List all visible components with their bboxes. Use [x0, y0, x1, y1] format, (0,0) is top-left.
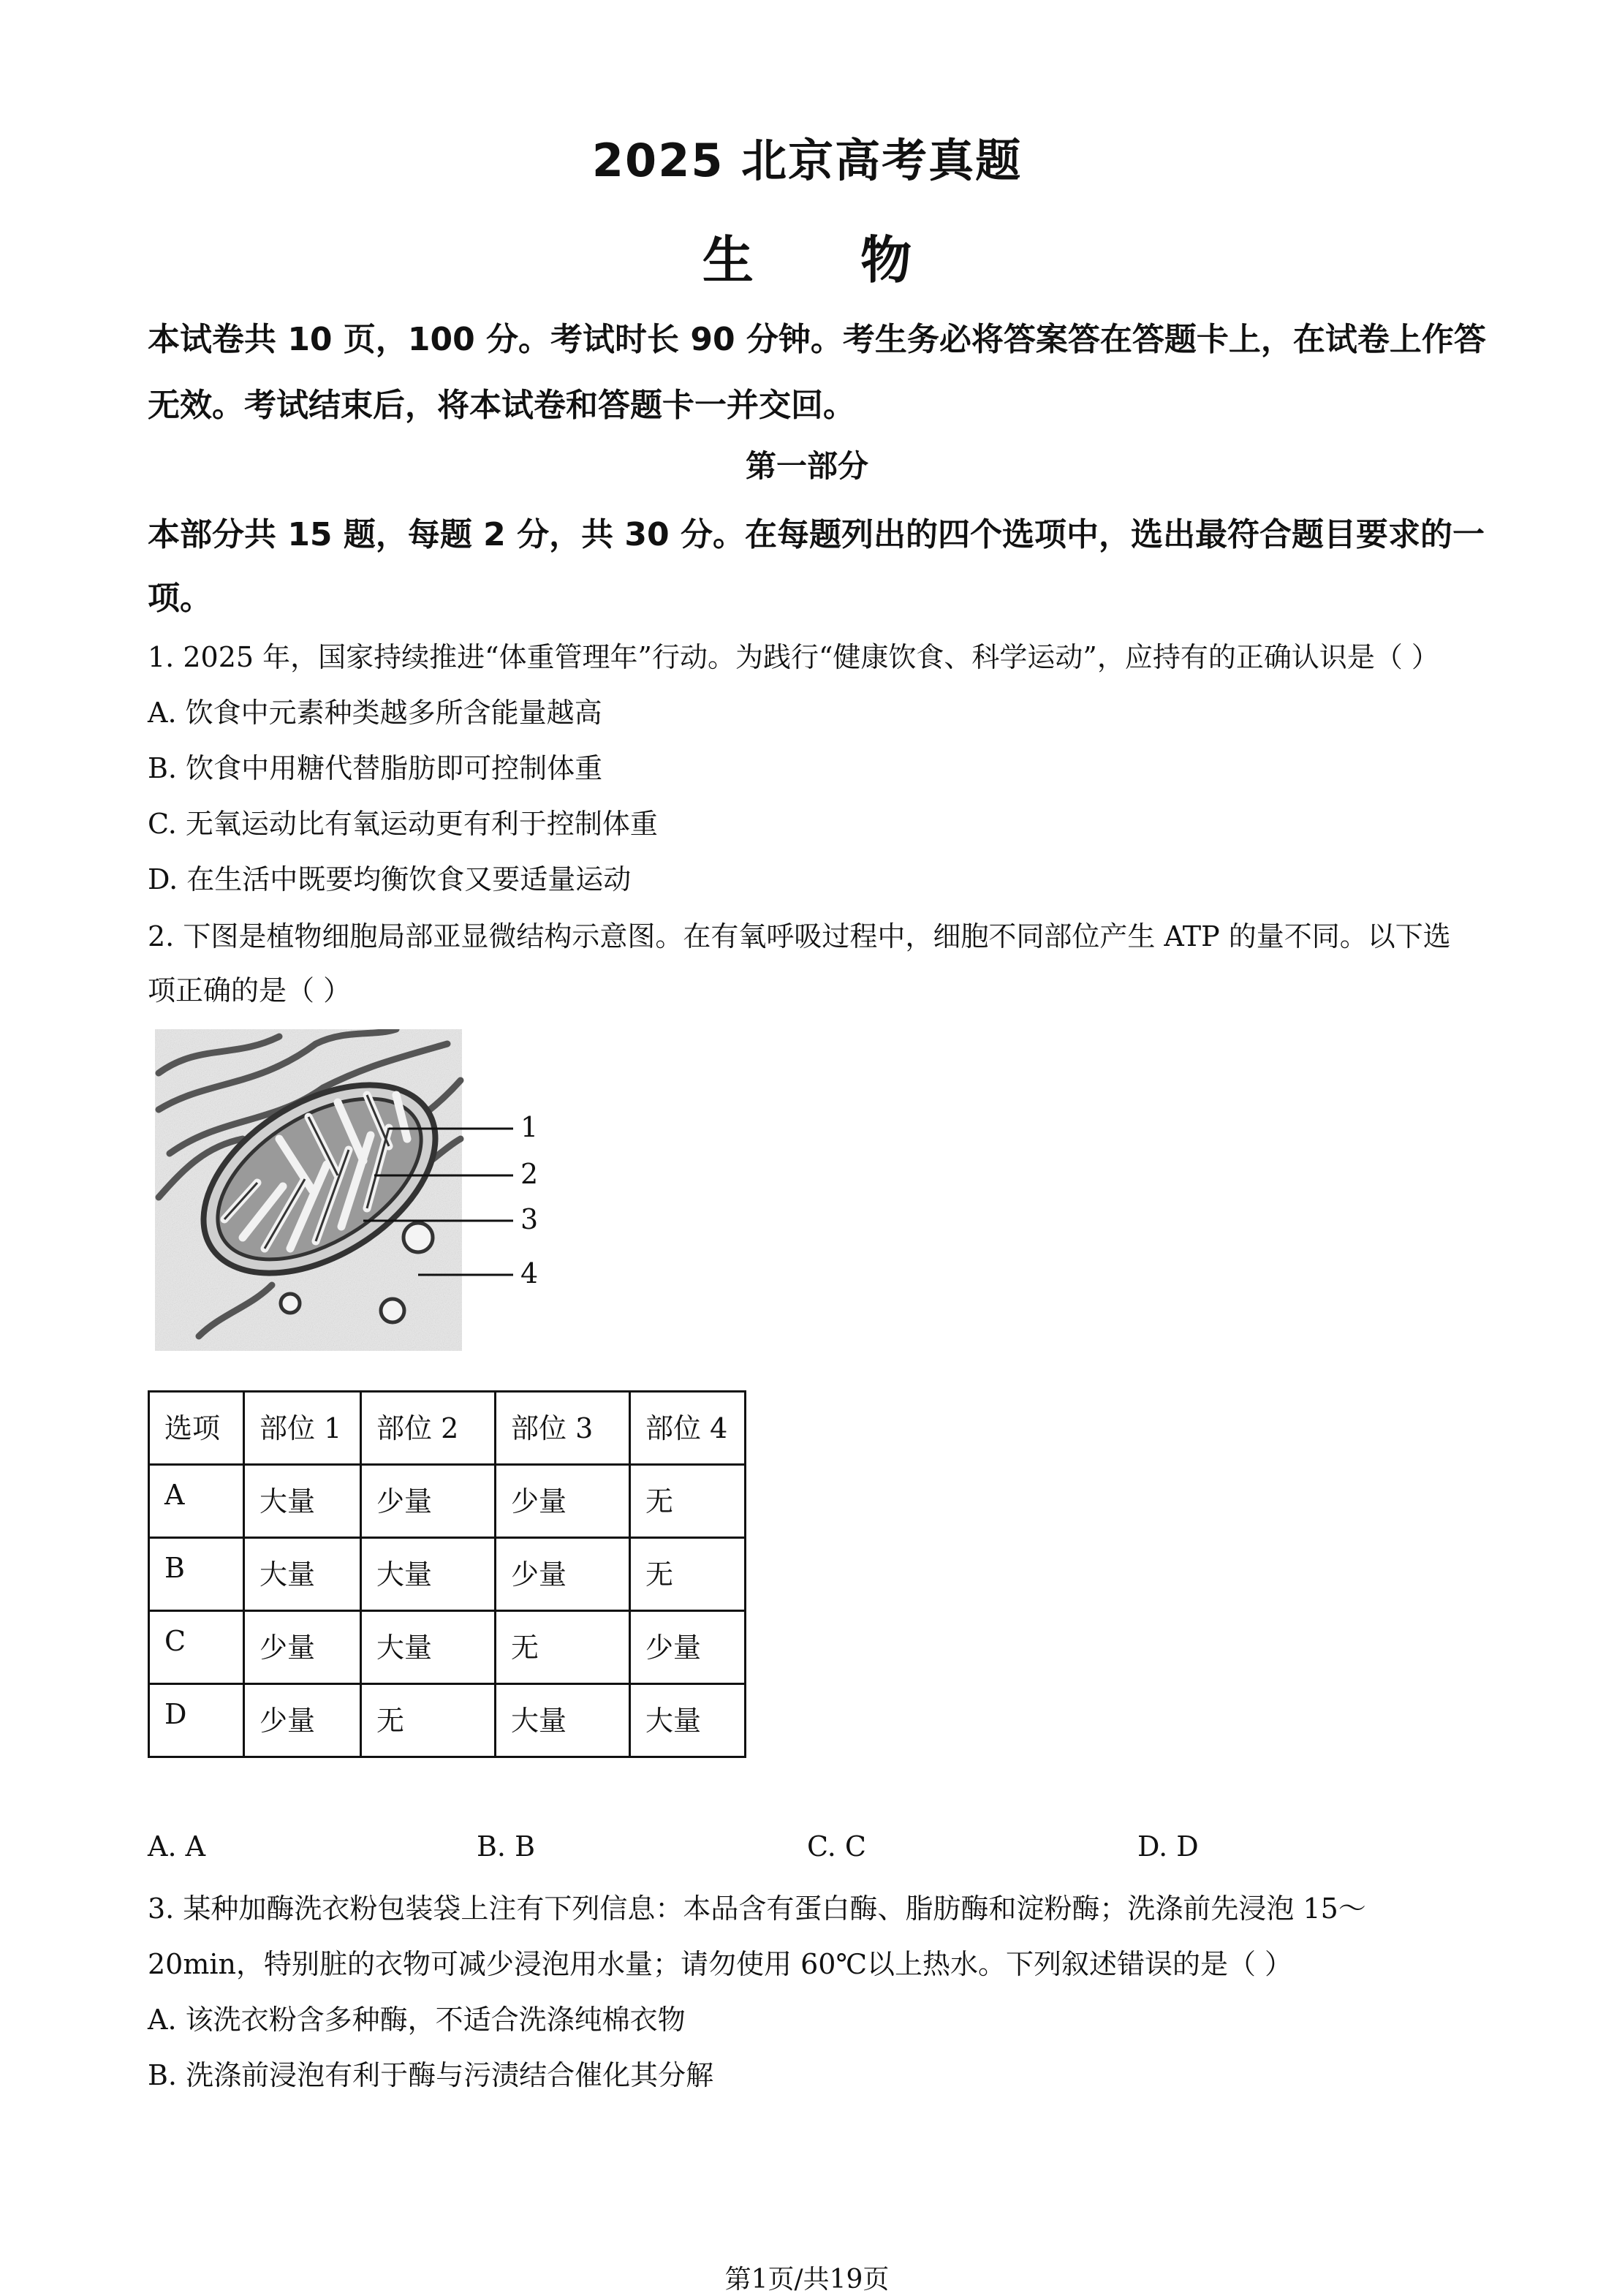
table-header-cell: 部位 2 [361, 1392, 496, 1465]
q2-choice-d: D. D [1137, 1830, 1199, 1863]
q1-option-a: A. 饮食中元素种类越多所含能量越高 [148, 697, 602, 729]
table-cell: 大量 [361, 1611, 496, 1684]
table-cell: C [149, 1611, 244, 1684]
table-row [149, 1611, 746, 1684]
table-header-cell: 部位 3 [496, 1392, 630, 1465]
figure-label-1: 1 [520, 1111, 539, 1143]
table-header-cell: 部位 1 [244, 1392, 361, 1465]
leader-line-ends [469, 1029, 528, 1358]
table-cell: 少量 [361, 1465, 496, 1538]
table-cell: D [149, 1684, 244, 1757]
q2-choice-b: B. B [477, 1830, 536, 1863]
table-row [149, 1465, 746, 1538]
table-row [149, 1538, 746, 1611]
q1-option-b: B. 饮食中用糖代替脂肪即可控制体重 [148, 752, 603, 784]
q3-stem-line-2: 20min，特别脏的衣物可减少浸泡用水量；请勿使用 60℃以上热水。下列叙述错误的是（ ） [148, 1948, 1293, 1980]
mitochondrion-diagram [155, 1029, 469, 1358]
q2-choice-a: A. A [148, 1830, 206, 1863]
q2-stem-line-2: 项正确的是（ ） [148, 974, 352, 1007]
q1-option-d: D. 在生活中既要均衡饮食又要适量运动 [148, 863, 632, 895]
part1-instruction-1: 本部分共 15 题，每题 2 分，共 30 分。在每题列出的四个选项中，选出最符合题目要求的一 [148, 516, 1485, 553]
table-cell: 大量 [244, 1465, 361, 1538]
mitochondrion-figure [155, 1029, 539, 1361]
q3-stem-line-1: 3. 某种加酶洗衣粉包装袋上注有下列信息：本品含有蛋白酶、脂肪酶和淀粉酶；洗涤前先浸泡 15～ [148, 1893, 1366, 1925]
intro-line-2: 无效。考试结束后，将本试卷和答题卡一并交回。 [148, 387, 855, 424]
table-cell: 无 [496, 1611, 630, 1684]
table-cell: 大量 [244, 1538, 361, 1611]
table-row [149, 1684, 746, 1757]
table-header-row [149, 1392, 746, 1465]
figure-label-2: 2 [520, 1158, 539, 1190]
table-header-cell: 选项 [149, 1392, 244, 1465]
q2-choice-c: C. C [807, 1830, 866, 1863]
table-cell: 大量 [361, 1538, 496, 1611]
table-cell: A [149, 1465, 244, 1538]
table-cell: 大量 [496, 1684, 630, 1757]
q1-stem: 1. 2025 年，国家持续推进“体重管理年”行动。为践行“健康饮食、科学运动”，应持有的正确认识是（ ） [148, 641, 1439, 673]
table-cell: B [149, 1538, 244, 1611]
part1-instruction-2: 项。 [148, 580, 212, 617]
table-cell: 少量 [630, 1611, 746, 1684]
table-header-cell: 部位 4 [630, 1392, 746, 1465]
table-cell: 无 [630, 1465, 746, 1538]
table-cell: 少量 [496, 1465, 630, 1538]
table-cell: 大量 [630, 1684, 746, 1757]
q3-option-b: B. 洗涤前浸泡有利于酶与污渍结合催化其分解 [148, 2059, 714, 2091]
q2-options-table [148, 1390, 746, 1758]
q1-option-c: C. 无氧运动比有氧运动更有利于控制体重 [148, 808, 658, 840]
figure-label-3: 3 [520, 1203, 539, 1235]
page-footer: 第1页/共19页 [724, 2265, 890, 2295]
table-cell: 少量 [244, 1684, 361, 1757]
table-cell: 无 [361, 1684, 496, 1757]
q2-stem-line-1: 2. 下图是植物细胞局部亚显微结构示意图。在有氧呼吸过程中，细胞不同部位产生 ATP 的量不同。以下选 [148, 920, 1451, 952]
part1-heading: 第一部分 [745, 448, 868, 484]
q3-option-a: A. 该洗衣粉含多种酶，不适合洗涤纯棉衣物 [148, 2004, 686, 2036]
table-cell: 少量 [244, 1611, 361, 1684]
subject-title: 生 物 [702, 230, 912, 290]
figure-label-4: 4 [520, 1257, 539, 1289]
table-cell: 少量 [496, 1538, 630, 1611]
table-cell: 无 [630, 1538, 746, 1611]
intro-line-1: 本试卷共 10 页，100 分。考试时长 90 分钟。考生务必将答案答在答题卡上，在试卷上作答 [148, 321, 1486, 358]
exam-title: 2025 北京高考真题 [591, 134, 1023, 187]
